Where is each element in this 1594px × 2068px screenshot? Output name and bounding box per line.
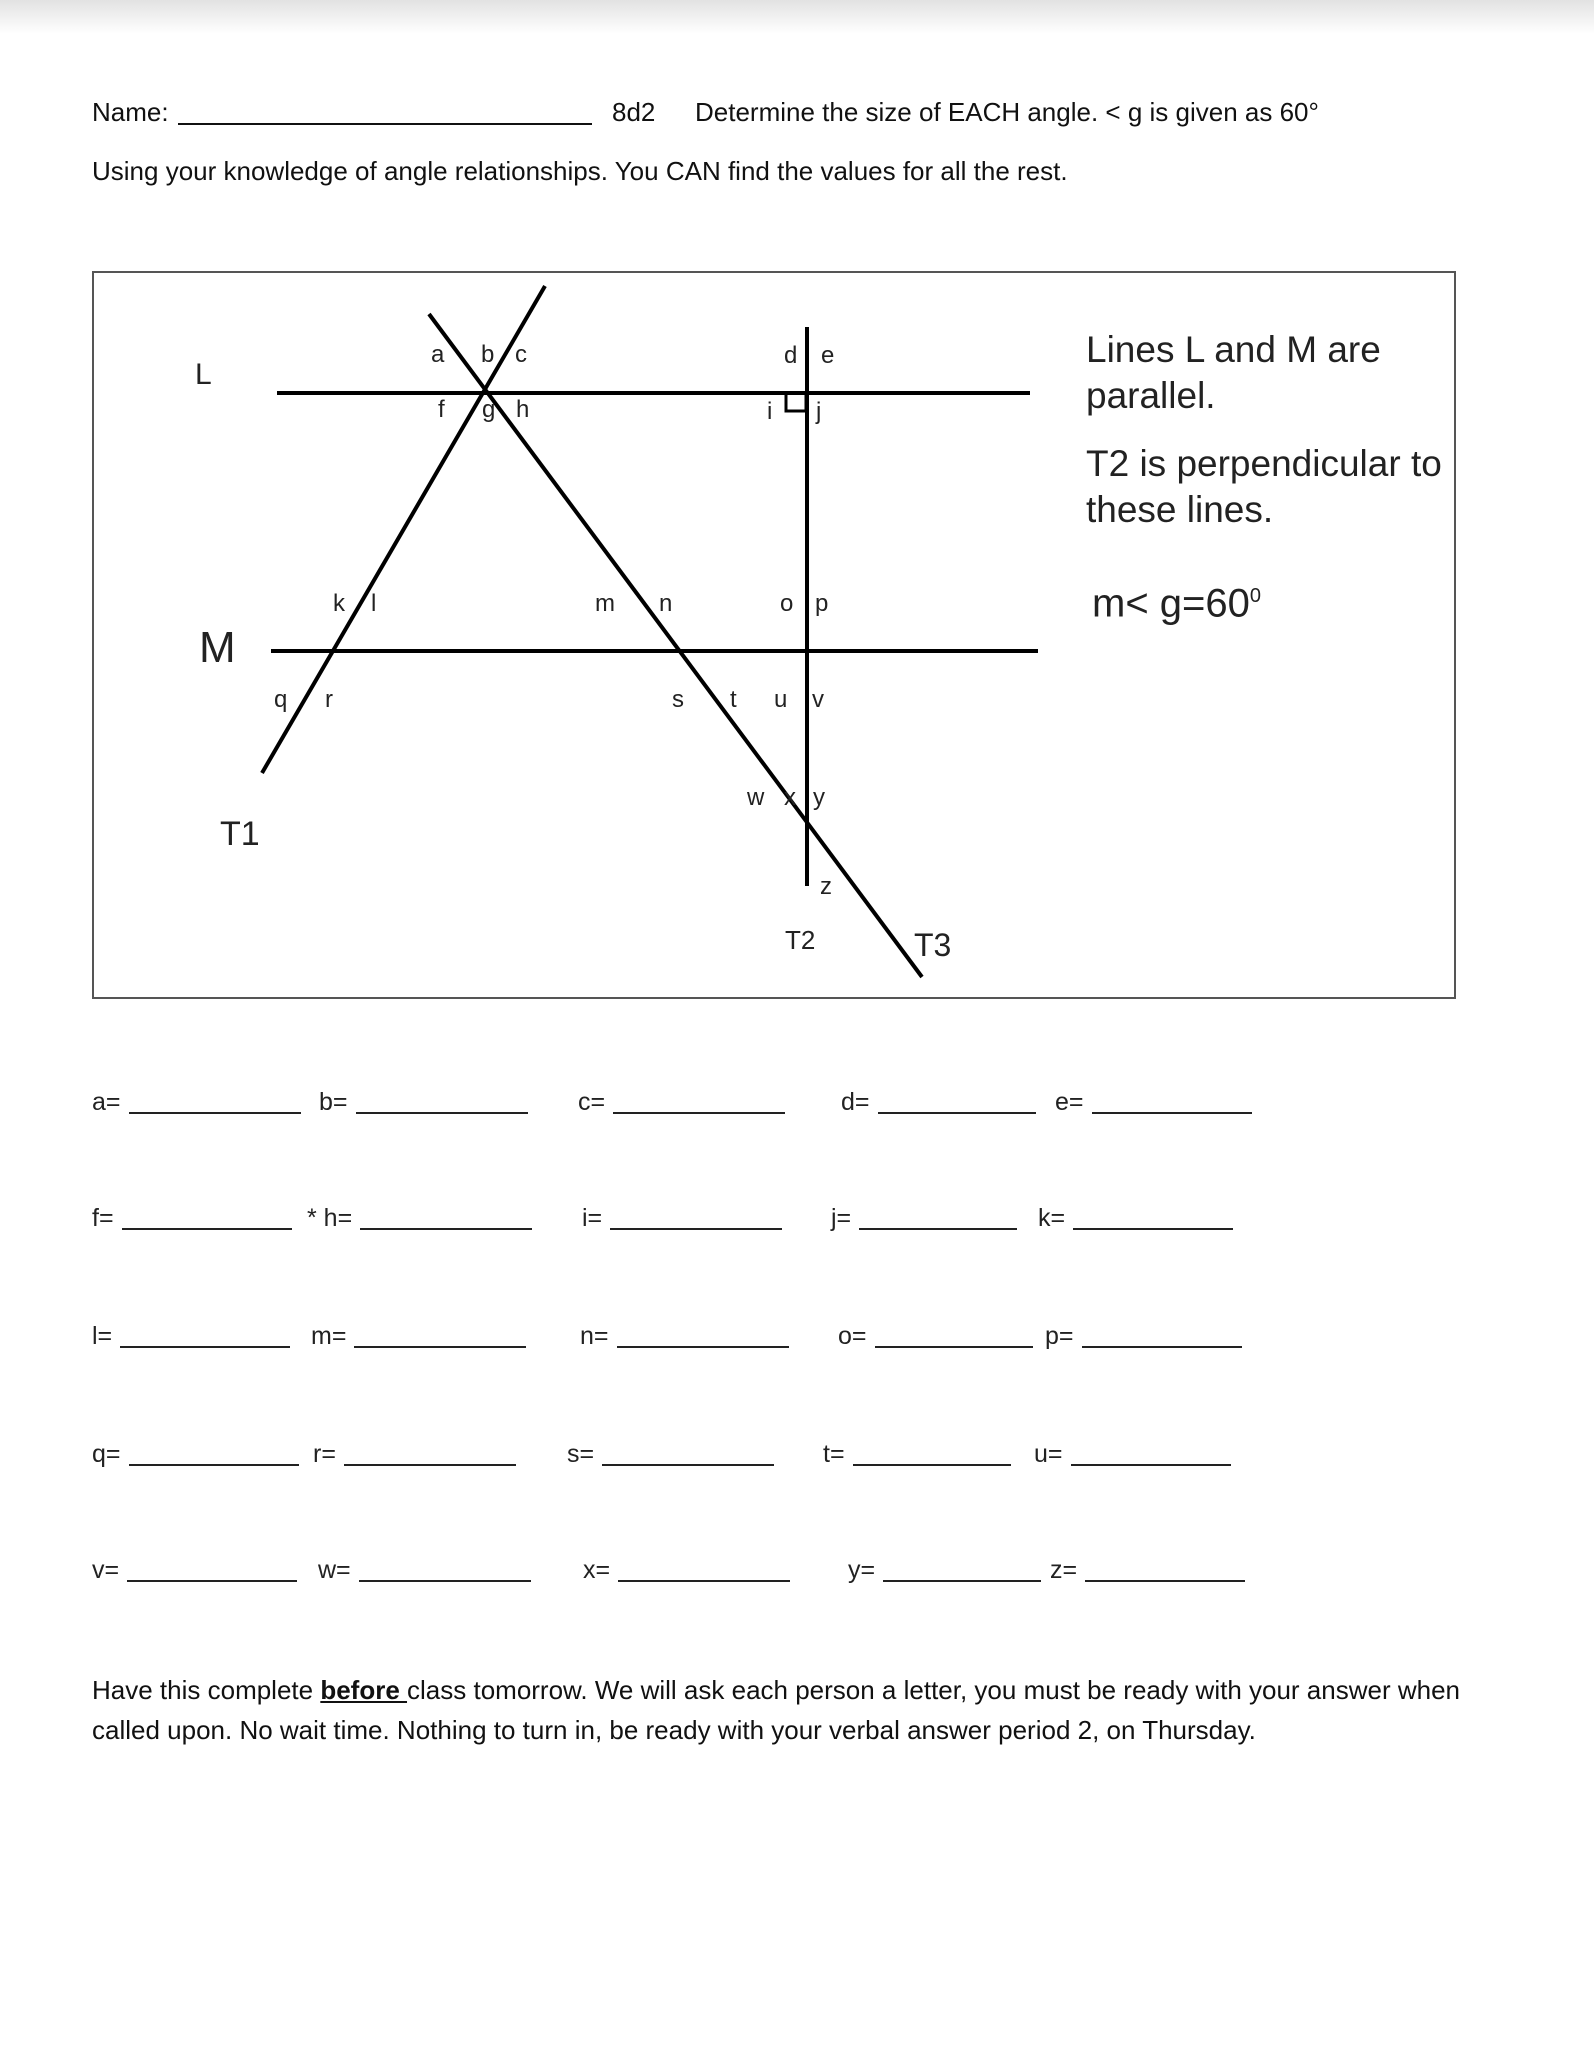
answer-c [578, 1088, 785, 1117]
right-angle-marker [786, 393, 806, 411]
answer-blank[interactable] [1071, 1464, 1231, 1466]
angle-label-c: c [515, 341, 527, 368]
answer-label: z= [1050, 1556, 1078, 1584]
answer-blank[interactable] [356, 1112, 528, 1114]
answer-i [582, 1204, 782, 1233]
answer-blank[interactable] [1082, 1346, 1242, 1348]
instruction-text: Determine the size of EACH angle. < g is given as 60° [695, 97, 1319, 127]
angle-label-z: z [820, 873, 832, 900]
answer-z [1050, 1556, 1245, 1585]
angle-label-e: e [821, 342, 835, 369]
angle-label-q: q [274, 686, 288, 713]
given-angle-degree: 0 [1249, 585, 1262, 607]
answer-v [92, 1556, 297, 1585]
answer-n [580, 1322, 789, 1351]
answer-label: c= [578, 1088, 606, 1116]
answer-label: p= [1045, 1322, 1074, 1350]
answer-blank[interactable] [859, 1228, 1017, 1230]
answer-label: j= [831, 1204, 852, 1232]
answer-s [567, 1440, 774, 1469]
answer-label: t= [823, 1440, 845, 1468]
answer-m [311, 1322, 526, 1351]
name-label: Name: [92, 97, 169, 127]
answer-label: u= [1034, 1440, 1063, 1468]
answer-w [318, 1556, 531, 1585]
given-angle-text: m< g=60 [1092, 581, 1250, 626]
answer-j [831, 1204, 1017, 1233]
answer-label: v= [92, 1556, 120, 1584]
note-parallel: Lines L and M are parallel. [1086, 329, 1381, 416]
answer-blank[interactable] [618, 1580, 790, 1582]
answer-o [838, 1322, 1033, 1351]
answer-label: y= [848, 1556, 876, 1584]
answer-blank[interactable] [875, 1346, 1033, 1348]
answer-blank[interactable] [1085, 1580, 1245, 1582]
answer-label: f= [92, 1204, 114, 1232]
name-blank[interactable] [178, 123, 592, 125]
answer-blank[interactable] [359, 1580, 531, 1582]
answer-label: w= [318, 1556, 351, 1584]
answer-blank[interactable] [120, 1346, 290, 1348]
answer-label: q= [92, 1440, 121, 1468]
answer-l [92, 1322, 290, 1351]
answer-blank[interactable] [610, 1228, 782, 1230]
answer-label: r= [313, 1440, 336, 1468]
answer-blank[interactable] [129, 1112, 301, 1114]
assignment-code: 8d2 [612, 97, 656, 127]
angle-label-u: u [774, 686, 788, 713]
angle-label-i: i [767, 398, 773, 425]
answer-a [92, 1088, 301, 1117]
answer-blank[interactable] [129, 1464, 299, 1466]
subtitle-text: Using your knowledge of angle relationships. You CAN find the values for all the rest. [92, 156, 1068, 186]
answer-blank[interactable] [360, 1228, 532, 1230]
answer-label: e= [1055, 1088, 1084, 1116]
angle-label-m: m [595, 590, 615, 617]
page-top-shadow [0, 0, 1594, 34]
answer-blank[interactable] [354, 1346, 526, 1348]
angle-label-l: l [371, 590, 377, 617]
answer-y [848, 1556, 1041, 1585]
angle-label-b: b [481, 341, 495, 368]
angle-label-g: g [482, 396, 496, 423]
angle-label-w: w [747, 784, 765, 811]
answer-blank[interactable] [1092, 1112, 1252, 1114]
answer-blank[interactable] [878, 1112, 1036, 1114]
answer-label: l= [92, 1322, 113, 1350]
answer-x [583, 1556, 790, 1585]
angle-label-t: t [730, 686, 737, 713]
answer-p [1045, 1322, 1242, 1351]
answer-q [92, 1440, 299, 1469]
answer-blank[interactable] [122, 1228, 292, 1230]
answer-blank[interactable] [127, 1580, 297, 1582]
figure-box [92, 271, 1456, 999]
answer-blank[interactable] [883, 1580, 1041, 1582]
label-M: M [199, 623, 236, 672]
angle-label-x: x [784, 784, 796, 811]
answer-r [313, 1440, 516, 1469]
answer-label: x= [583, 1556, 611, 1584]
angle-label-k: k [333, 590, 345, 617]
footer-part1: Have this complete [92, 1675, 321, 1705]
angle-label-h: h [516, 396, 530, 423]
answer-e [1055, 1088, 1252, 1117]
answer-u [1034, 1440, 1231, 1469]
angle-label-j: j [816, 398, 822, 425]
answer-blank[interactable] [1073, 1228, 1233, 1230]
angle-label-r: r [325, 686, 333, 713]
answer-label: a= [92, 1088, 121, 1116]
answer-b [319, 1088, 528, 1117]
angle-label-y: y [813, 784, 825, 811]
answer-label: m= [311, 1322, 347, 1350]
answer-label: n= [580, 1322, 609, 1350]
answer-label: o= [838, 1322, 867, 1350]
answer-label: i= [582, 1204, 603, 1232]
angle-label-s: s [672, 686, 684, 713]
label-T2: T2 [785, 925, 816, 955]
answer-f [92, 1204, 292, 1233]
answer-label: s= [567, 1440, 595, 1468]
label-L: L [195, 358, 212, 391]
transversal-T1 [262, 286, 545, 773]
answer-k [1038, 1204, 1233, 1233]
answer-blank[interactable] [344, 1464, 516, 1466]
angle-label-f: f [438, 396, 445, 423]
angle-label-v: v [812, 686, 824, 713]
note-given-angle [1092, 573, 1261, 626]
footer-part2: class tomorrow. We will ask each person a letter, you must be ready with your answer when called upon. No wait time. Nothing to turn in, be ready with your verbal answer period 2, on Thursday. [92, 1675, 1461, 1745]
angle-label-d: d [784, 342, 798, 369]
answer-d [841, 1088, 1036, 1117]
transversal-T3 [429, 314, 922, 977]
answer-h [307, 1204, 532, 1233]
label-T3: T3 [914, 927, 952, 963]
angle-label-o: o [780, 590, 794, 617]
answer-label: d= [841, 1088, 870, 1116]
label-T1: T1 [220, 815, 260, 853]
footer-instructions [92, 1670, 1512, 1750]
angle-label-p: p [815, 590, 829, 617]
answer-blank[interactable] [602, 1464, 774, 1466]
answer-label: k= [1038, 1204, 1066, 1232]
angle-label-a: a [431, 341, 445, 368]
angle-label-n: n [659, 590, 673, 617]
answer-label: * h= [307, 1204, 353, 1232]
answer-t [823, 1440, 1011, 1469]
answer-blank[interactable] [853, 1464, 1011, 1466]
answer-blank[interactable] [617, 1346, 789, 1348]
footer-emphasis: before [320, 1675, 408, 1705]
answer-blank[interactable] [613, 1112, 785, 1114]
note-perpendicular: T2 is perpendicular to these lines. [1086, 443, 1442, 530]
answer-label: b= [319, 1088, 348, 1116]
